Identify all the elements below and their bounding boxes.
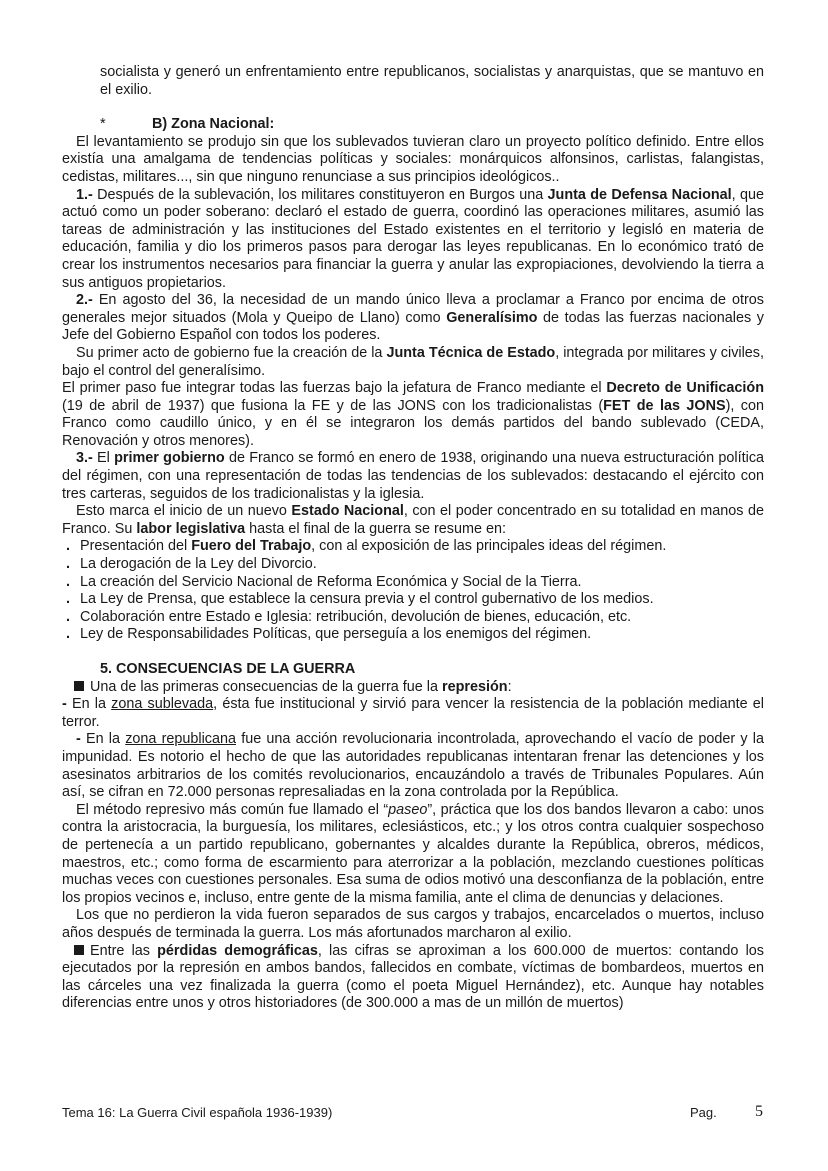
text: El método represivo más común fue llamado el “ bbox=[76, 801, 389, 818]
italic-term: paseo bbox=[388, 801, 428, 818]
paragraph bbox=[62, 450, 764, 503]
text: : bbox=[507, 678, 512, 695]
bold-term: Fuero del Trabajo bbox=[191, 538, 312, 555]
paragraph bbox=[62, 345, 764, 380]
footer-title: Tema 16: La Guerra Civil española 1936-1939) bbox=[62, 1105, 333, 1120]
heading-text: B) Zona Nacional: bbox=[152, 116, 275, 133]
list-item bbox=[66, 538, 764, 556]
bold-term: Junta de Defensa Nacional bbox=[547, 186, 732, 203]
text: ”, práctica que los dos bandos llevaron a cabo: unos contra la aristocracia, la burguesía, los militares, eclesiásticos, etc.; y los otros contra cualquier sospechoso de pertenecía a un partido republicano, gobernantes y alcaldes durante la República, obreros, médicos, maestros, etc.; como forma de escarmiento para aterrorizar a la población, mezclando cuestiones políticas muchas veces con cuestiones personales. Esa suma de odios motivó una desconfianza de la población, entre los propios vecinos e, incluso, entre gente de la misma familia, ante el clima de denuncias y delaciones. bbox=[62, 801, 764, 906]
section-heading-zona-nacional bbox=[62, 116, 764, 134]
list-item bbox=[66, 609, 764, 627]
text: La derogación de la Ley del Divorcio. bbox=[76, 556, 317, 573]
text: , que actuó como un poder soberano: declaró el estado de guerra, coordinó las operaciones militares, asumió las tareas de administración y las instituciones del Estado existentes en el territorio y legisló en materia de educación, familia y dio los primeros pasos para derogar las leyes republicanas. En lo económico trató de crear los instrumentos necesarios para financiar la guerra y anular las expropiaciones, devolviendo la tierra a sus antiguos propietarios. bbox=[62, 186, 765, 291]
bold-term: FET de las JONS bbox=[603, 397, 726, 414]
paragraph bbox=[62, 187, 764, 293]
bullet: . bbox=[66, 573, 70, 590]
footer-page-label: Pag. bbox=[690, 1105, 717, 1120]
paragraph: El levantamiento se produjo sin que los sublevados tuvieran claro un proyecto político definido. Entre ellos existía una amalgama de tendencias políticas y sociales: monárquicos alfonsinos, carlistas, falangistas, cedistas, militares..., sin que ninguno renunciase a sus principios ideológicos.. bbox=[62, 133, 764, 185]
paragraph bbox=[62, 679, 764, 697]
bullet: . bbox=[66, 556, 70, 573]
list-item bbox=[66, 556, 764, 574]
text: En la bbox=[80, 731, 126, 748]
text: Ley de Responsabilidades Políticas, que perseguía a los enemigos del régimen. bbox=[76, 626, 592, 643]
bold-term: labor legislativa bbox=[136, 520, 246, 537]
text: El bbox=[92, 450, 115, 467]
text: Presentación del bbox=[76, 538, 192, 555]
page-number: 5 bbox=[755, 1103, 763, 1120]
paragraph-number: 1.- bbox=[76, 186, 93, 203]
text: , integrada por militares y civiles, bajo el control del generalísimo. bbox=[62, 344, 764, 379]
text: Después de la sublevación, los militares constituyeron en Burgos una bbox=[92, 186, 548, 203]
bold-term: pérdidas demográficas bbox=[157, 942, 318, 959]
text: de todas las fuerzas nacionales y Jefe del Gobierno Español con todos los poderes. bbox=[62, 309, 764, 344]
text: El primer paso fue integrar todas las fuerzas bajo la jefatura de Franco mediante el bbox=[62, 380, 607, 397]
bold-term: primer gobierno bbox=[114, 450, 225, 467]
paragraph: Los que no perdieron la vida fueron separados de sus cargos y trabajos, encarcelados o muertos, incluso años después de terminada la guerra. Los más afortunados marcharon al exilio. bbox=[62, 907, 764, 941]
paragraph bbox=[62, 802, 764, 908]
dash: - bbox=[76, 731, 81, 748]
bold-term: Junta Técnica de Estado bbox=[386, 344, 556, 361]
list-item bbox=[66, 574, 764, 592]
intro-paragraph: socialista y generó un enfrentamiento entre republicanos, socialistas y anarquistas, que se mantuvo en el exilio. bbox=[100, 64, 764, 98]
legislation-list bbox=[62, 538, 764, 644]
page-footer bbox=[62, 1103, 764, 1123]
dash: - bbox=[62, 696, 67, 713]
text: Esto marca el inicio de un nuevo bbox=[76, 503, 292, 520]
text: , con al exposición de las principales ideas del régimen. bbox=[311, 538, 667, 555]
text: ), con Franco como caudillo único, y en él se integraron los demás partidos del bando sublevado (CEDA, Renovación y otros menores). bbox=[62, 397, 764, 449]
paragraph-number: 3.- bbox=[76, 450, 93, 467]
list-item bbox=[66, 626, 764, 644]
text: , con el poder concentrado en su totalidad en manos de Franco. Su bbox=[62, 503, 764, 537]
section-title-consecuencias: 5. CONSECUENCIAS DE LA GUERRA bbox=[100, 661, 356, 677]
text: Una de las primeras consecuencias de la guerra fue la bbox=[90, 678, 442, 695]
bullet: . bbox=[66, 608, 70, 625]
square-bullet-icon bbox=[74, 945, 84, 955]
bold-term: Decreto de Unificación bbox=[606, 380, 764, 397]
bullet: . bbox=[66, 591, 70, 608]
paragraph-number: 2.- bbox=[76, 292, 93, 309]
paragraph bbox=[62, 292, 764, 345]
underlined-term: zona sublevada bbox=[111, 696, 214, 713]
bullet: . bbox=[66, 626, 70, 643]
text: Su primer acto de gobierno fue la creación de la bbox=[76, 344, 387, 361]
paragraph bbox=[62, 380, 764, 450]
text: La creación del Servicio Nacional de Reforma Económica y Social de la Tierra. bbox=[76, 573, 582, 590]
text: de Franco se formó en enero de 1938, originando una nueva estructuración política del régimen, con una representación de todas las tendencias de los sublevados: destacando el ejército con tres carteras, seguidos de los tradicionalistas y la iglesia. bbox=[62, 450, 765, 502]
document-page bbox=[62, 64, 764, 1013]
bullet: . bbox=[66, 538, 70, 555]
text: En agosto del 36, la necesidad de un mando único lleva a proclamar a Franco por encima de otros generales mejor situados (Mola y Queipo de Llano) como bbox=[62, 292, 764, 326]
underlined-term: zona republicana bbox=[125, 731, 237, 748]
text: La Ley de Prensa, que establece la censura previa y el control gubernativo de los medios. bbox=[76, 591, 654, 608]
text: , ésta fue institucional y sirvió para vencer la resistencia de la población mediante el terror. bbox=[62, 696, 764, 730]
bold-term: Estado Nacional bbox=[291, 503, 404, 520]
paragraph bbox=[62, 503, 764, 538]
text: , las cifras se aproximan a los 600.000 de muertos: contando los ejecutados por la represión en ambos bandos, fallecidos en combate, víctimas de bombardeos, muertos en las cárceles una vez finalizada la guerra (como el poeta Miguel Hernández), etc. Aunque hay notables diferencias entre unos y otros historiadores (de 300.000 a mas de un millón de muertos) bbox=[62, 942, 764, 1012]
paragraph bbox=[62, 943, 764, 1013]
text: fue una acción revolucionaria incontrolada, aprovechando el vacío de poder y la impunidad. Es notorio el hecho de que las autoridades republicanas intentaran frenar las detenciones y los asesinatos arbitrarios de los comités revolucionarios, encauzándolo a través de Tribunales Populares. Aún así, se cifran en 72.000 personas represaliadas en la zona controlada por la República. bbox=[62, 731, 764, 801]
heading-marker: * bbox=[100, 116, 106, 133]
square-bullet-icon bbox=[74, 681, 84, 691]
bold-term: represión bbox=[441, 678, 508, 695]
text: Entre las bbox=[90, 942, 158, 959]
text: hasta el final de la guerra se resume en: bbox=[245, 520, 506, 537]
text: En la bbox=[66, 696, 112, 713]
text: Colaboración entre Estado e Iglesia: retribución, devolución de bienes, educación, etc. bbox=[76, 608, 632, 625]
paragraph bbox=[62, 731, 764, 801]
list-item bbox=[66, 591, 764, 609]
text: (19 de abril de 1937) que fusiona la FE y de las JONS con los tradicionalistas ( bbox=[62, 397, 604, 414]
paragraph bbox=[62, 696, 764, 731]
bold-term: Generalísimo bbox=[446, 309, 538, 326]
